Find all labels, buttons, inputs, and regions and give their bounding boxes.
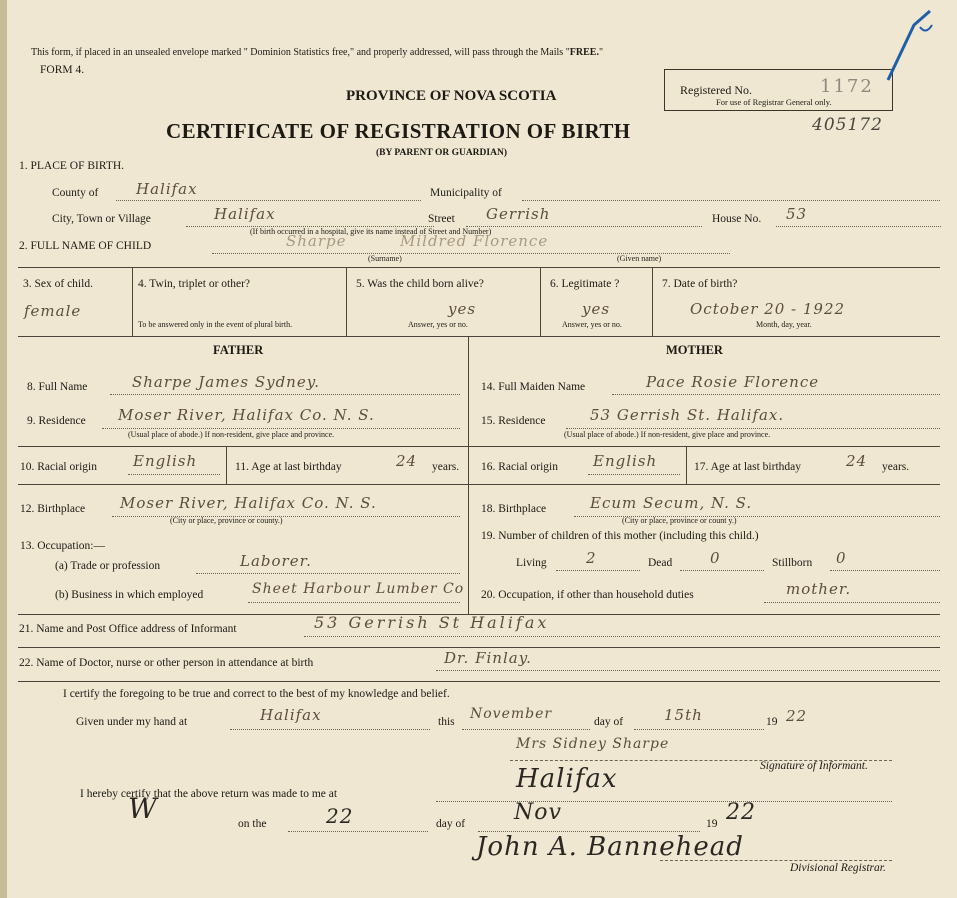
mother-racial-line bbox=[588, 474, 680, 475]
street-label: Street bbox=[428, 213, 455, 225]
registrar-signature: John A. Bannehead bbox=[476, 832, 744, 862]
street-value: Gerrish bbox=[486, 205, 551, 223]
business-label: (b) Business in which employed bbox=[55, 589, 204, 601]
certify-statement: I certify the foregoing to be true and correct to the best of my knowledge and belief. bbox=[63, 688, 450, 700]
father-heading: FATHER bbox=[213, 343, 264, 357]
twin-note: To be answered only in the event of plural birth. bbox=[138, 320, 293, 329]
registered-label: Registered No. bbox=[680, 83, 752, 97]
child-name-label: 2. FULL NAME OF CHILD bbox=[19, 240, 152, 252]
mother-age-unit: years. bbox=[882, 461, 910, 473]
father-age-label: 11. Age at last birthday bbox=[235, 461, 342, 473]
surname-note: (Surname) bbox=[368, 254, 402, 263]
registered-note: For use of Registrar General only. bbox=[716, 97, 832, 107]
given-at-label: Given under my hand at bbox=[76, 716, 188, 728]
house-value: 53 bbox=[786, 205, 808, 223]
mother-age-value: 24 bbox=[846, 452, 868, 470]
form-number: FORM 4. bbox=[40, 64, 85, 76]
stillborn-line bbox=[830, 570, 940, 571]
dead-line bbox=[680, 570, 764, 571]
given-at-line bbox=[230, 729, 430, 730]
place-heading: 1. PLACE OF BIRTH. bbox=[19, 160, 125, 172]
father-name-label: 8. Full Name bbox=[27, 381, 88, 393]
given-at-value: Halifax bbox=[260, 706, 322, 724]
father-residence-label: 9. Residence bbox=[27, 415, 86, 427]
alive-label: 5. Was the child born alive? bbox=[356, 278, 484, 290]
sex-value: female bbox=[24, 302, 82, 320]
trade-label: (a) Trade or profession bbox=[55, 560, 161, 572]
doctor-label: 22. Name of Doctor, nurse or other person in attendance at birth bbox=[19, 657, 314, 669]
twin-label: 4. Twin, triplet or other? bbox=[138, 278, 251, 290]
province-heading: PROVINCE OF NOVA SCOTIA bbox=[346, 88, 557, 104]
mother-heading: MOTHER bbox=[666, 343, 723, 357]
father-racial-line bbox=[128, 474, 220, 475]
father-name-line bbox=[110, 394, 460, 395]
trade-value: Laborer. bbox=[240, 552, 312, 570]
county-line bbox=[116, 200, 421, 201]
informant-line bbox=[304, 636, 940, 637]
father-racial-label: 10. Racial origin bbox=[20, 461, 97, 473]
living-line bbox=[556, 570, 640, 571]
registrar-initial: W bbox=[128, 792, 158, 825]
mother-residence-label: 15. Residence bbox=[481, 415, 546, 427]
informant-signature: Mrs Sidney Sharpe bbox=[516, 736, 670, 752]
mother-occupation-line bbox=[764, 602, 940, 603]
birth-date-note: Month, day, year. bbox=[756, 320, 812, 329]
child-given-name: Mildred Florence bbox=[400, 232, 549, 250]
registrar-place-value: Halifax bbox=[516, 764, 618, 794]
father-residence-note: (Usual place of abode.) If non-resident, give place and province. bbox=[128, 430, 335, 439]
registrar-month-value: Nov bbox=[514, 800, 562, 825]
birth-date-label: 7. Date of birth? bbox=[662, 278, 738, 290]
year-value: 22 bbox=[786, 707, 808, 725]
day-value: 15th bbox=[664, 706, 703, 724]
registrar-statement: I hereby certify that the above return was made to me at bbox=[80, 788, 338, 800]
registrar-day-value: 22 bbox=[326, 804, 354, 828]
blue-check-mark bbox=[880, 5, 940, 85]
col-rule-2 bbox=[346, 267, 347, 336]
stillborn-label: Stillborn bbox=[772, 557, 813, 569]
year-prefix: 19 bbox=[766, 716, 778, 728]
municipality-line bbox=[522, 200, 940, 201]
house-line bbox=[776, 226, 941, 227]
father-birthplace-value: Moser River, Halifax Co. N. S. bbox=[120, 494, 377, 512]
father-age-unit: years. bbox=[432, 461, 460, 473]
living-label: Living bbox=[516, 557, 547, 569]
alive-value: yes bbox=[448, 300, 477, 318]
street-line bbox=[466, 226, 702, 227]
col-rule-1 bbox=[132, 267, 133, 336]
birth-date-value: October 20 - 1922 bbox=[690, 300, 846, 318]
day-of-label: day of bbox=[594, 716, 624, 728]
parents-divider bbox=[468, 336, 469, 614]
mother-age-divider bbox=[686, 446, 687, 484]
legitimate-label: 6. Legitimate ? bbox=[550, 278, 620, 290]
rule-top bbox=[18, 267, 940, 268]
given-name-note: (Given name) bbox=[617, 254, 662, 263]
father-residence-line bbox=[102, 428, 460, 429]
col-rule-3 bbox=[540, 267, 541, 336]
rule-informant bbox=[18, 647, 940, 648]
alive-note: Answer, yes or no. bbox=[408, 320, 468, 329]
mother-name-value: Pace Rosie Florence bbox=[646, 373, 820, 391]
on-the-label: on the bbox=[238, 818, 267, 830]
father-birthplace-label: 12. Birthplace bbox=[20, 503, 86, 515]
mother-name-line bbox=[612, 394, 940, 395]
father-racial-value: English bbox=[133, 452, 198, 470]
rule-doctor bbox=[18, 681, 940, 682]
business-line bbox=[248, 602, 460, 603]
father-age-value: 24 bbox=[396, 452, 418, 470]
dead-value: 0 bbox=[710, 549, 721, 567]
city-value: Halifax bbox=[214, 205, 276, 223]
occupation-heading: 13. Occupation:— bbox=[20, 540, 105, 552]
mother-occupation-value: mother. bbox=[786, 580, 852, 598]
registrar-signature-label: Divisional Registrar. bbox=[790, 862, 886, 874]
registrar-year-prefix: 19 bbox=[706, 818, 718, 830]
mother-birthplace-value: Ecum Secum, N. S. bbox=[590, 494, 753, 512]
municipality-label: Municipality of bbox=[430, 187, 502, 199]
col-rule-4 bbox=[652, 267, 653, 336]
father-residence-value: Moser River, Halifax Co. N. S. bbox=[118, 406, 375, 424]
month-value: November bbox=[470, 706, 553, 722]
legitimate-value: yes bbox=[582, 300, 611, 318]
mother-birthplace-label: 18. Birthplace bbox=[481, 503, 547, 515]
trade-line bbox=[196, 573, 460, 574]
county-label: County of bbox=[52, 187, 99, 199]
father-name-value: Sharpe James Sydney. bbox=[132, 373, 320, 391]
mother-racial-label: 16. Racial origin bbox=[481, 461, 558, 473]
day-line bbox=[634, 729, 764, 730]
hospital-note: (If birth occurred in a hospital, give its name instead of Street and Number) bbox=[250, 227, 492, 236]
legitimate-note: Answer, yes or no. bbox=[562, 320, 622, 329]
house-label: House No. bbox=[712, 213, 762, 225]
father-age-divider bbox=[226, 446, 227, 484]
stillborn-value: 0 bbox=[836, 549, 847, 567]
doctor-line bbox=[436, 670, 940, 671]
mother-residence-value: 53 Gerrish St. Halifax. bbox=[590, 406, 785, 424]
mother-age-label: 17. Age at last birthday bbox=[694, 461, 801, 473]
informant-label: 21. Name and Post Office address of Informant bbox=[19, 623, 237, 635]
registration-number: 405172 bbox=[812, 115, 883, 135]
child-surname: Sharpe bbox=[286, 232, 347, 250]
registrar-signature-line bbox=[660, 860, 892, 861]
certificate-subtitle: (BY PARENT OR GUARDIAN) bbox=[376, 148, 507, 158]
informant-signature-label: Signature of Informant. bbox=[760, 760, 868, 772]
mother-birthplace-note: (City or place, province or count y.) bbox=[622, 516, 737, 525]
mother-residence-note: (Usual place of abode.) If non-resident, give place and province. bbox=[564, 430, 771, 439]
father-birthplace-note: (City or place, province or county.) bbox=[170, 516, 283, 525]
registrar-day-of-label: day of bbox=[436, 818, 466, 830]
county-value: Halifax bbox=[136, 180, 198, 198]
mother-name-label: 14. Full Maiden Name bbox=[481, 381, 586, 393]
doctor-value: Dr. Finlay. bbox=[444, 649, 532, 667]
registrar-day-line bbox=[288, 831, 428, 832]
rule-racial-top bbox=[18, 446, 940, 447]
city-label: City, Town or Village bbox=[52, 213, 151, 225]
dead-label: Dead bbox=[648, 557, 673, 569]
sex-label: 3. Sex of child. bbox=[23, 278, 93, 290]
free-word: FREE. bbox=[569, 47, 599, 58]
certificate-title: CERTIFICATE OF REGISTRATION OF BIRTH bbox=[166, 119, 631, 143]
mother-occupation-label: 20. Occupation, if other than household duties bbox=[481, 589, 694, 601]
mother-residence-line bbox=[566, 428, 940, 429]
registrar-year-value: 22 bbox=[726, 800, 756, 825]
father-birthplace-line bbox=[112, 516, 460, 517]
rule-racial-bottom bbox=[18, 484, 940, 485]
registrar-place-line bbox=[436, 801, 892, 802]
living-value: 2 bbox=[586, 549, 597, 567]
month-line bbox=[462, 729, 590, 730]
registered-stamp: 1172 bbox=[820, 76, 874, 97]
children-count-label: 19. Number of children of this mother (including this child.) bbox=[481, 530, 759, 542]
mother-racial-value: English bbox=[593, 452, 658, 470]
rule-bottom bbox=[18, 336, 940, 337]
informant-value: 53 Gerrish St Halifax bbox=[314, 613, 550, 632]
business-value: Sheet Harbour Lumber Co bbox=[252, 581, 465, 597]
this-label: this bbox=[438, 716, 455, 728]
paper-edge bbox=[0, 0, 7, 898]
postal-notice: This form, if placed in an unsealed envelope marked " Dominion Statistics free," and properly addressed, will pass through the Mails "FREE." bbox=[31, 47, 604, 58]
